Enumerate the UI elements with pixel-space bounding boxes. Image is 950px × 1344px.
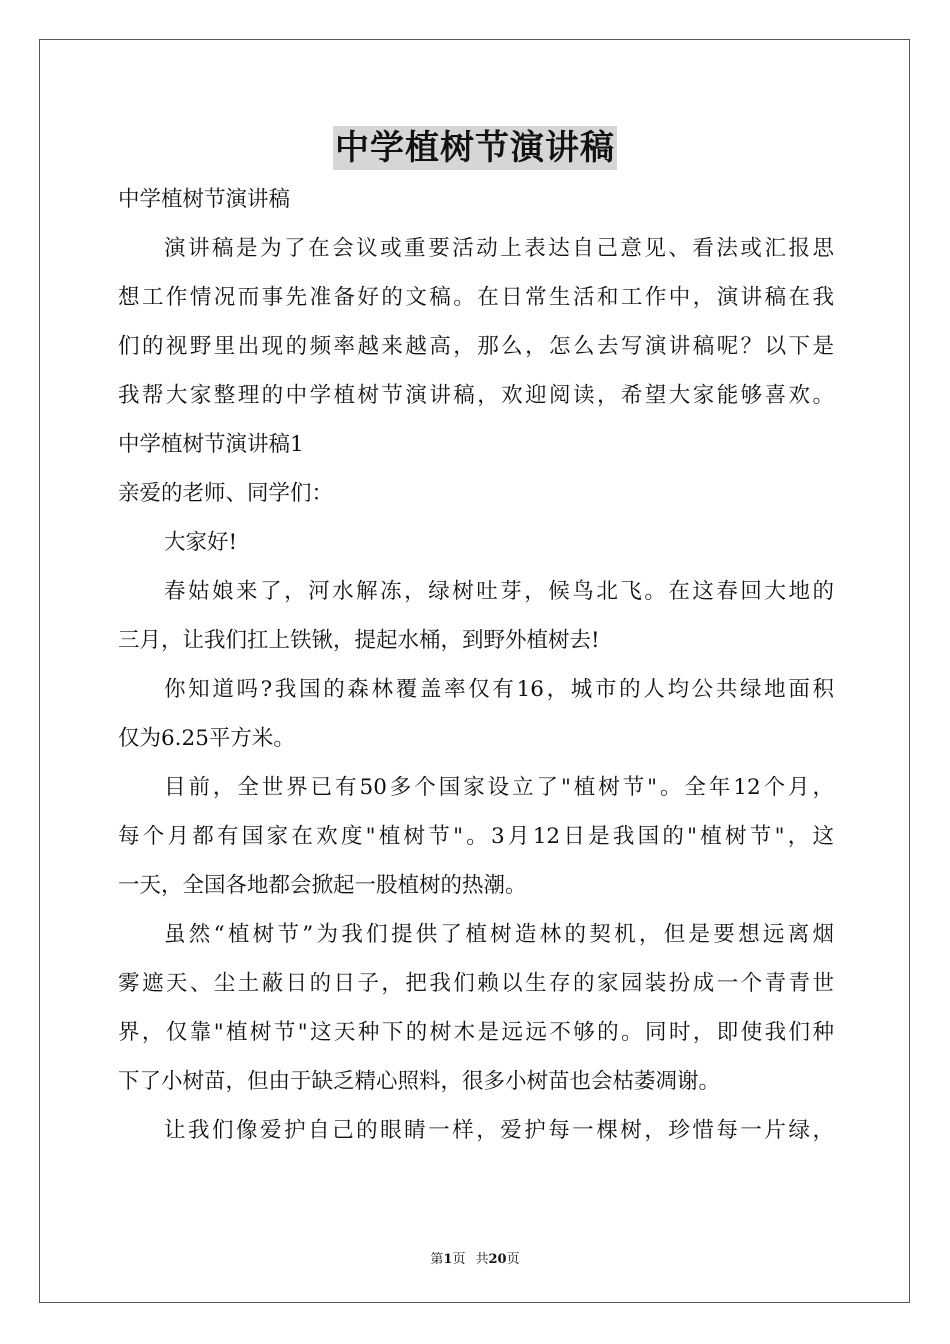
- text-line: 每个月都有国家在欢度"植树节"。3月12日是我国的"植树节"，这: [118, 824, 834, 849]
- text-line: 亲爱的老师、同学们：: [118, 481, 334, 506]
- text-line: 三月，让我们扛上铁锹，提起水桶，到野外植树去!: [118, 628, 600, 653]
- text-line: 一天，全国各地都会掀起一股植树的热潮。: [118, 873, 527, 898]
- document-title: 中学植树节演讲稿: [335, 128, 615, 168]
- total-suffix: 页: [506, 1252, 520, 1267]
- text-line: 雾遮天、尘土蔽日的日子，把我们赖以生存的家园装扮成一个青青世: [118, 971, 834, 996]
- text-line: 大家好!: [164, 530, 238, 555]
- text-line: 界，仅靠"植树节"这天种下的树木是远远不够的。同时，即使我们种: [118, 1020, 834, 1045]
- document-body: [118, 175, 834, 1155]
- total-prefix: 共: [475, 1252, 489, 1267]
- text-line: 们的视野里出现的频率越来越高，那么，怎么去写演讲稿呢？以下是: [118, 334, 834, 359]
- page-current: 1: [443, 1252, 453, 1267]
- text-line: 中学植树节演讲稿1: [118, 432, 304, 457]
- text-line: 春姑娘来了，河水解冻，绿树吐芽，候鸟北飞。在这春回大地的: [164, 579, 834, 604]
- text-line: 下了小树苗，但由于缺乏精心照料，很多小树苗也会枯萎凋谢。: [118, 1069, 721, 1094]
- text-line: 想工作情况而事先准备好的文稿。在日常生活和工作中，演讲稿在我: [118, 285, 834, 310]
- text-line: 目前，全世界已有50多个国家设立了"植树节"。全年12个月，: [164, 775, 834, 800]
- text-line: 我帮大家整理的中学植树节演讲稿，欢迎阅读，希望大家能够喜欢。: [118, 383, 834, 408]
- text-line: 演讲稿是为了在会议或重要活动上表达自己意见、看法或汇报思: [164, 236, 834, 261]
- text-line: 你知道吗?我国的森林覆盖率仅有16，城市的人均公共绿地面积: [164, 677, 834, 702]
- page-suffix: 页: [452, 1252, 466, 1267]
- page-prefix: 第: [430, 1252, 444, 1267]
- title-wrap: [0, 126, 950, 170]
- text-line: 仅为6.25平方米。: [118, 726, 295, 751]
- page-total: 20: [488, 1252, 507, 1267]
- text-line: 中学植树节演讲稿: [118, 187, 291, 212]
- page-footer: [0, 1248, 950, 1267]
- text-line: 虽然“植树节”为我们提供了植树造林的契机，但是要想远离烟: [164, 922, 834, 947]
- text-line: 让我们像爱护自己的眼睛一样，爱护每一棵树，珍惜每一片绿，: [164, 1118, 834, 1143]
